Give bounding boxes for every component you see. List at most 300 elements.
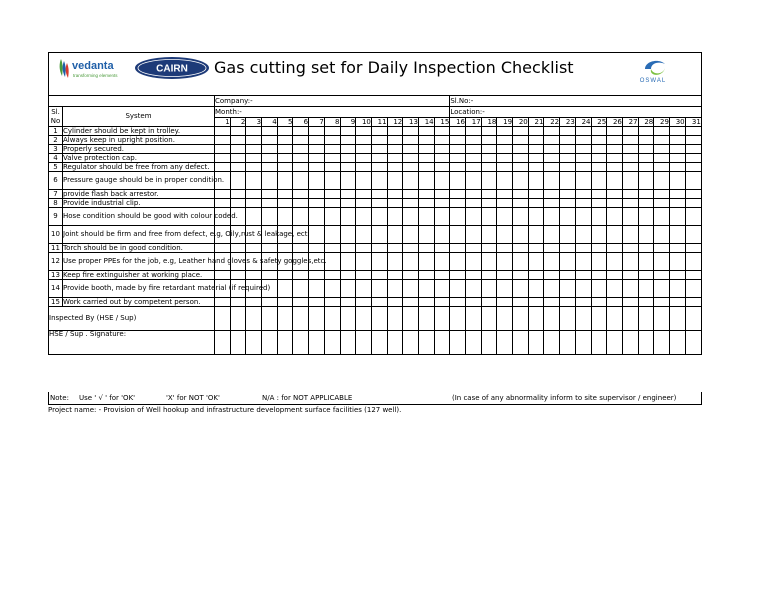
check-cell[interactable] (387, 127, 403, 136)
check-cell[interactable] (654, 226, 670, 244)
check-cell[interactable] (654, 199, 670, 208)
check-cell[interactable] (622, 271, 638, 280)
check-cell[interactable] (481, 136, 497, 145)
check-cell[interactable] (434, 253, 450, 271)
check-cell[interactable] (544, 271, 560, 280)
check-cell[interactable] (481, 145, 497, 154)
check-cell[interactable] (575, 253, 591, 271)
check-cell[interactable] (575, 190, 591, 199)
check-cell[interactable] (575, 244, 591, 253)
check-cell[interactable] (591, 298, 607, 307)
check-cell[interactable] (403, 145, 419, 154)
check-cell[interactable] (591, 190, 607, 199)
check-cell[interactable] (371, 145, 387, 154)
check-cell[interactable] (544, 208, 560, 226)
check-cell[interactable] (293, 208, 309, 226)
check-cell[interactable] (403, 190, 419, 199)
check-cell[interactable] (497, 253, 513, 271)
check-cell[interactable] (356, 298, 372, 307)
check-cell[interactable] (324, 298, 340, 307)
check-cell[interactable] (513, 145, 529, 154)
check-cell[interactable] (403, 199, 419, 208)
check-cell[interactable] (277, 244, 293, 253)
check-cell[interactable] (560, 163, 576, 172)
check-cell[interactable] (418, 145, 434, 154)
check-cell[interactable] (622, 163, 638, 172)
check-cell[interactable] (466, 298, 482, 307)
signoff-cell[interactable] (591, 307, 607, 331)
check-cell[interactable] (654, 271, 670, 280)
check-cell[interactable] (560, 253, 576, 271)
check-cell[interactable] (418, 136, 434, 145)
check-cell[interactable] (575, 298, 591, 307)
check-cell[interactable] (277, 136, 293, 145)
signoff-cell[interactable] (418, 307, 434, 331)
signoff-cell[interactable] (669, 331, 685, 355)
check-cell[interactable] (575, 136, 591, 145)
check-cell[interactable] (418, 253, 434, 271)
check-cell[interactable] (528, 199, 544, 208)
check-cell[interactable] (544, 244, 560, 253)
check-cell[interactable] (528, 226, 544, 244)
signoff-cell[interactable] (622, 331, 638, 355)
slno-field[interactable]: Sl.No:- (450, 96, 701, 107)
check-cell[interactable] (685, 172, 701, 190)
check-cell[interactable] (544, 226, 560, 244)
check-cell[interactable] (654, 190, 670, 199)
check-cell[interactable] (371, 298, 387, 307)
check-cell[interactable] (481, 208, 497, 226)
check-cell[interactable] (309, 190, 325, 199)
check-cell[interactable] (638, 145, 654, 154)
signoff-cell[interactable] (356, 331, 372, 355)
check-cell[interactable] (340, 199, 356, 208)
signoff-cell[interactable] (387, 307, 403, 331)
check-cell[interactable] (387, 271, 403, 280)
check-cell[interactable] (481, 298, 497, 307)
check-cell[interactable] (324, 226, 340, 244)
check-cell[interactable] (654, 253, 670, 271)
check-cell[interactable] (293, 136, 309, 145)
check-cell[interactable] (607, 163, 623, 172)
signoff-cell[interactable] (246, 307, 262, 331)
check-cell[interactable] (434, 154, 450, 163)
check-cell[interactable] (434, 127, 450, 136)
check-cell[interactable] (560, 271, 576, 280)
check-cell[interactable] (215, 199, 231, 208)
check-cell[interactable] (309, 226, 325, 244)
check-cell[interactable] (513, 208, 529, 226)
check-cell[interactable] (669, 298, 685, 307)
check-cell[interactable] (638, 253, 654, 271)
check-cell[interactable] (544, 163, 560, 172)
signoff-cell[interactable] (434, 331, 450, 355)
check-cell[interactable] (246, 298, 262, 307)
check-cell[interactable] (418, 199, 434, 208)
signoff-cell[interactable] (544, 331, 560, 355)
check-cell[interactable] (434, 271, 450, 280)
check-cell[interactable] (591, 163, 607, 172)
check-cell[interactable] (309, 154, 325, 163)
check-cell[interactable] (622, 244, 638, 253)
check-cell[interactable] (293, 127, 309, 136)
check-cell[interactable] (418, 298, 434, 307)
check-cell[interactable] (356, 172, 372, 190)
check-cell[interactable] (669, 271, 685, 280)
check-cell[interactable] (513, 127, 529, 136)
signoff-cell[interactable] (575, 331, 591, 355)
check-cell[interactable] (669, 244, 685, 253)
check-cell[interactable] (215, 154, 231, 163)
check-cell[interactable] (622, 253, 638, 271)
check-cell[interactable] (622, 154, 638, 163)
check-cell[interactable] (497, 226, 513, 244)
check-cell[interactable] (450, 280, 466, 298)
signoff-cell[interactable] (607, 331, 623, 355)
check-cell[interactable] (638, 208, 654, 226)
check-cell[interactable] (528, 145, 544, 154)
check-cell[interactable] (560, 190, 576, 199)
check-cell[interactable] (638, 280, 654, 298)
check-cell[interactable] (418, 244, 434, 253)
check-cell[interactable] (324, 163, 340, 172)
check-cell[interactable] (434, 280, 450, 298)
check-cell[interactable] (309, 136, 325, 145)
check-cell[interactable] (403, 163, 419, 172)
check-cell[interactable] (324, 127, 340, 136)
check-cell[interactable] (371, 154, 387, 163)
check-cell[interactable] (638, 154, 654, 163)
check-cell[interactable] (277, 208, 293, 226)
signoff-cell[interactable] (356, 307, 372, 331)
check-cell[interactable] (277, 145, 293, 154)
check-cell[interactable] (654, 280, 670, 298)
check-cell[interactable] (560, 298, 576, 307)
check-cell[interactable] (418, 208, 434, 226)
check-cell[interactable] (340, 280, 356, 298)
check-cell[interactable] (607, 226, 623, 244)
check-cell[interactable] (638, 190, 654, 199)
check-cell[interactable] (230, 199, 246, 208)
check-cell[interactable] (685, 190, 701, 199)
signoff-cell[interactable] (513, 331, 529, 355)
check-cell[interactable] (215, 163, 231, 172)
signoff-cell[interactable] (528, 307, 544, 331)
check-cell[interactable] (230, 172, 246, 190)
check-cell[interactable] (466, 190, 482, 199)
check-cell[interactable] (246, 136, 262, 145)
check-cell[interactable] (434, 172, 450, 190)
check-cell[interactable] (575, 280, 591, 298)
signoff-cell[interactable] (685, 307, 701, 331)
check-cell[interactable] (434, 298, 450, 307)
check-cell[interactable] (654, 298, 670, 307)
check-cell[interactable] (387, 172, 403, 190)
check-cell[interactable] (356, 226, 372, 244)
check-cell[interactable] (669, 208, 685, 226)
check-cell[interactable] (356, 163, 372, 172)
check-cell[interactable] (356, 127, 372, 136)
check-cell[interactable] (513, 226, 529, 244)
check-cell[interactable] (497, 154, 513, 163)
check-cell[interactable] (324, 253, 340, 271)
check-cell[interactable] (528, 253, 544, 271)
check-cell[interactable] (513, 280, 529, 298)
check-cell[interactable] (466, 253, 482, 271)
check-cell[interactable] (293, 190, 309, 199)
check-cell[interactable] (230, 298, 246, 307)
check-cell[interactable] (591, 271, 607, 280)
check-cell[interactable] (450, 163, 466, 172)
check-cell[interactable] (669, 172, 685, 190)
check-cell[interactable] (356, 271, 372, 280)
check-cell[interactable] (466, 244, 482, 253)
check-cell[interactable] (246, 271, 262, 280)
check-cell[interactable] (262, 199, 278, 208)
check-cell[interactable] (607, 208, 623, 226)
check-cell[interactable] (607, 280, 623, 298)
check-cell[interactable] (340, 127, 356, 136)
check-cell[interactable] (403, 244, 419, 253)
signoff-cell[interactable] (418, 331, 434, 355)
signoff-cell[interactable] (481, 331, 497, 355)
check-cell[interactable] (669, 145, 685, 154)
signoff-cell[interactable] (246, 331, 262, 355)
check-cell[interactable] (466, 172, 482, 190)
check-cell[interactable] (622, 199, 638, 208)
check-cell[interactable] (513, 253, 529, 271)
check-cell[interactable] (622, 136, 638, 145)
check-cell[interactable] (575, 172, 591, 190)
check-cell[interactable] (340, 298, 356, 307)
check-cell[interactable] (481, 190, 497, 199)
check-cell[interactable] (246, 127, 262, 136)
check-cell[interactable] (544, 298, 560, 307)
signoff-cell[interactable] (387, 331, 403, 355)
check-cell[interactable] (669, 199, 685, 208)
check-cell[interactable] (324, 172, 340, 190)
check-cell[interactable] (466, 136, 482, 145)
location-field[interactable]: Location:- (450, 107, 701, 118)
signoff-cell[interactable] (560, 331, 576, 355)
check-cell[interactable] (544, 253, 560, 271)
check-cell[interactable] (309, 127, 325, 136)
check-cell[interactable] (309, 280, 325, 298)
check-cell[interactable] (481, 163, 497, 172)
check-cell[interactable] (622, 172, 638, 190)
check-cell[interactable] (450, 298, 466, 307)
check-cell[interactable] (403, 226, 419, 244)
check-cell[interactable] (481, 271, 497, 280)
check-cell[interactable] (371, 136, 387, 145)
check-cell[interactable] (638, 127, 654, 136)
check-cell[interactable] (262, 271, 278, 280)
check-cell[interactable] (513, 163, 529, 172)
check-cell[interactable] (466, 154, 482, 163)
signoff-cell[interactable] (215, 331, 231, 355)
check-cell[interactable] (591, 208, 607, 226)
check-cell[interactable] (685, 136, 701, 145)
check-cell[interactable] (497, 280, 513, 298)
check-cell[interactable] (309, 244, 325, 253)
check-cell[interactable] (309, 208, 325, 226)
check-cell[interactable] (575, 199, 591, 208)
check-cell[interactable] (544, 154, 560, 163)
check-cell[interactable] (591, 253, 607, 271)
check-cell[interactable] (638, 163, 654, 172)
check-cell[interactable] (309, 163, 325, 172)
check-cell[interactable] (387, 244, 403, 253)
check-cell[interactable] (528, 280, 544, 298)
check-cell[interactable] (246, 163, 262, 172)
check-cell[interactable] (277, 127, 293, 136)
check-cell[interactable] (513, 244, 529, 253)
check-cell[interactable] (560, 136, 576, 145)
check-cell[interactable] (607, 127, 623, 136)
check-cell[interactable] (230, 136, 246, 145)
check-cell[interactable] (544, 172, 560, 190)
check-cell[interactable] (528, 298, 544, 307)
check-cell[interactable] (277, 163, 293, 172)
check-cell[interactable] (607, 271, 623, 280)
check-cell[interactable] (513, 136, 529, 145)
check-cell[interactable] (387, 280, 403, 298)
check-cell[interactable] (654, 163, 670, 172)
check-cell[interactable] (340, 190, 356, 199)
check-cell[interactable] (371, 163, 387, 172)
check-cell[interactable] (669, 280, 685, 298)
check-cell[interactable] (450, 136, 466, 145)
check-cell[interactable] (685, 226, 701, 244)
signoff-cell[interactable] (324, 331, 340, 355)
check-cell[interactable] (293, 280, 309, 298)
signoff-cell[interactable] (466, 331, 482, 355)
check-cell[interactable] (262, 172, 278, 190)
check-cell[interactable] (497, 271, 513, 280)
check-cell[interactable] (481, 226, 497, 244)
check-cell[interactable] (607, 136, 623, 145)
check-cell[interactable] (215, 190, 231, 199)
check-cell[interactable] (246, 190, 262, 199)
check-cell[interactable] (591, 136, 607, 145)
check-cell[interactable] (340, 154, 356, 163)
check-cell[interactable] (371, 127, 387, 136)
check-cell[interactable] (497, 145, 513, 154)
check-cell[interactable] (513, 190, 529, 199)
check-cell[interactable] (434, 208, 450, 226)
check-cell[interactable] (685, 127, 701, 136)
check-cell[interactable] (497, 172, 513, 190)
check-cell[interactable] (340, 253, 356, 271)
check-cell[interactable] (403, 298, 419, 307)
signoff-cell[interactable] (560, 307, 576, 331)
check-cell[interactable] (340, 226, 356, 244)
check-cell[interactable] (262, 298, 278, 307)
check-cell[interactable] (622, 298, 638, 307)
check-cell[interactable] (560, 172, 576, 190)
check-cell[interactable] (387, 226, 403, 244)
signoff-cell[interactable] (230, 307, 246, 331)
check-cell[interactable] (513, 154, 529, 163)
check-cell[interactable] (387, 298, 403, 307)
check-cell[interactable] (591, 244, 607, 253)
check-cell[interactable] (293, 163, 309, 172)
check-cell[interactable] (669, 127, 685, 136)
check-cell[interactable] (544, 190, 560, 199)
check-cell[interactable] (685, 199, 701, 208)
check-cell[interactable] (466, 271, 482, 280)
check-cell[interactable] (528, 271, 544, 280)
check-cell[interactable] (513, 199, 529, 208)
signoff-cell[interactable] (371, 331, 387, 355)
check-cell[interactable] (591, 199, 607, 208)
check-cell[interactable] (262, 154, 278, 163)
check-cell[interactable] (215, 145, 231, 154)
check-cell[interactable] (513, 271, 529, 280)
check-cell[interactable] (654, 145, 670, 154)
check-cell[interactable] (356, 136, 372, 145)
check-cell[interactable] (685, 253, 701, 271)
check-cell[interactable] (528, 172, 544, 190)
check-cell[interactable] (403, 208, 419, 226)
check-cell[interactable] (277, 199, 293, 208)
check-cell[interactable] (481, 280, 497, 298)
check-cell[interactable] (356, 190, 372, 199)
check-cell[interactable] (215, 271, 231, 280)
check-cell[interactable] (450, 199, 466, 208)
check-cell[interactable] (560, 226, 576, 244)
check-cell[interactable] (575, 163, 591, 172)
check-cell[interactable] (622, 127, 638, 136)
signoff-cell[interactable] (654, 331, 670, 355)
check-cell[interactable] (685, 154, 701, 163)
signoff-cell[interactable] (403, 307, 419, 331)
check-cell[interactable] (262, 190, 278, 199)
check-cell[interactable] (324, 199, 340, 208)
check-cell[interactable] (371, 271, 387, 280)
check-cell[interactable] (340, 271, 356, 280)
check-cell[interactable] (356, 280, 372, 298)
signoff-cell[interactable] (371, 307, 387, 331)
signoff-cell[interactable] (497, 331, 513, 355)
check-cell[interactable] (356, 145, 372, 154)
check-cell[interactable] (685, 163, 701, 172)
check-cell[interactable] (591, 127, 607, 136)
signoff-cell[interactable] (262, 307, 278, 331)
check-cell[interactable] (654, 208, 670, 226)
check-cell[interactable] (544, 145, 560, 154)
check-cell[interactable] (434, 244, 450, 253)
check-cell[interactable] (356, 199, 372, 208)
check-cell[interactable] (246, 145, 262, 154)
check-cell[interactable] (638, 244, 654, 253)
check-cell[interactable] (450, 145, 466, 154)
check-cell[interactable] (450, 172, 466, 190)
check-cell[interactable] (607, 253, 623, 271)
check-cell[interactable] (246, 208, 262, 226)
check-cell[interactable] (560, 244, 576, 253)
check-cell[interactable] (293, 145, 309, 154)
check-cell[interactable] (403, 154, 419, 163)
check-cell[interactable] (497, 163, 513, 172)
signoff-cell[interactable] (638, 331, 654, 355)
check-cell[interactable] (497, 127, 513, 136)
check-cell[interactable] (638, 226, 654, 244)
check-cell[interactable] (513, 172, 529, 190)
check-cell[interactable] (277, 154, 293, 163)
check-cell[interactable] (434, 163, 450, 172)
check-cell[interactable] (418, 280, 434, 298)
